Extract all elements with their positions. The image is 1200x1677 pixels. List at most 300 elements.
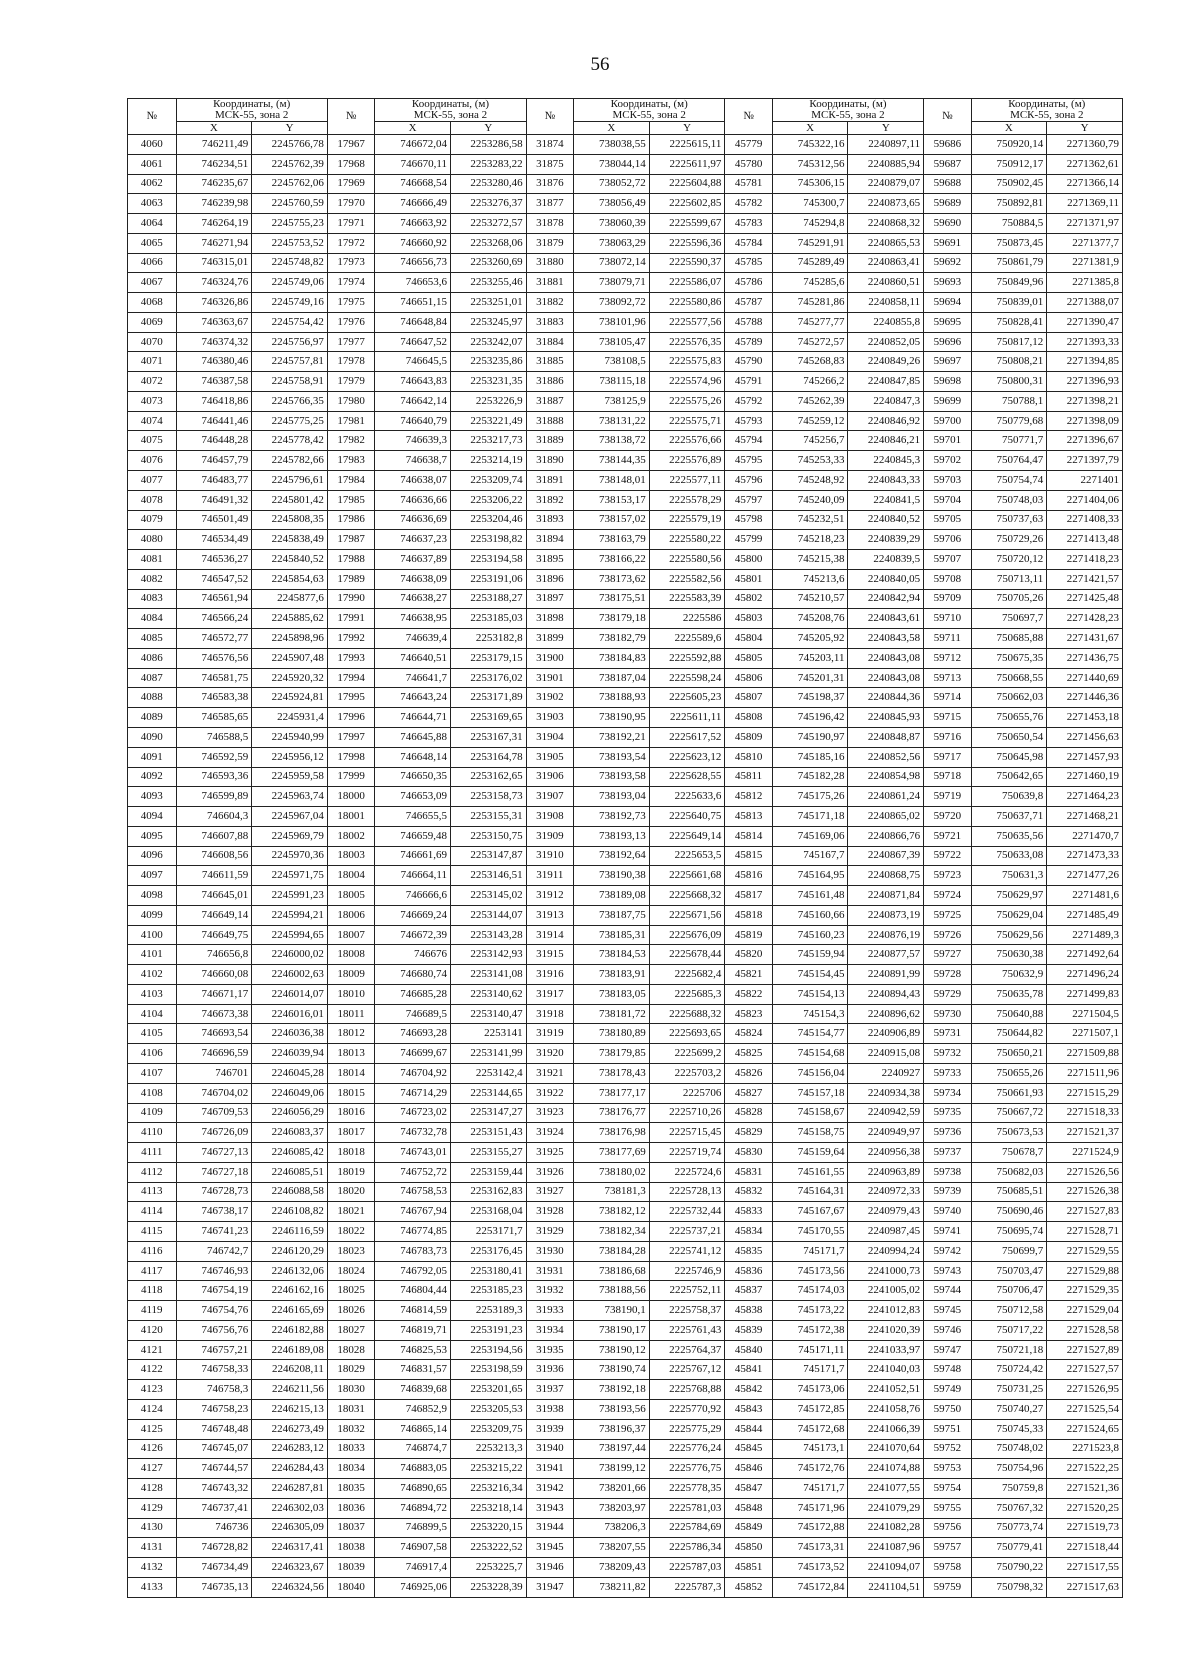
y-coordinate-cell: 2240852,05 <box>848 332 924 352</box>
x-coordinate-cell: 738190,95 <box>574 708 650 728</box>
x-coordinate-cell: 750745,33 <box>971 1419 1047 1439</box>
x-coordinate-cell: 745300,7 <box>772 194 848 214</box>
point-number-cell: 45820 <box>725 945 772 965</box>
point-number-cell: 59748 <box>924 1360 971 1380</box>
x-coordinate-cell: 750754,96 <box>971 1459 1047 1479</box>
y-coordinate-cell: 2271446,36 <box>1047 688 1123 708</box>
y-coordinate-cell: 2240849,26 <box>848 352 924 372</box>
num-header: № <box>128 99 177 135</box>
y-coordinate-cell: 2240860,51 <box>848 273 924 293</box>
coords-header <box>375 99 526 122</box>
point-number-cell: 31918 <box>526 1004 573 1024</box>
y-coordinate-cell: 2246208,11 <box>252 1360 328 1380</box>
point-number-cell: 59722 <box>924 846 971 866</box>
y-coordinate-cell: 2271529,88 <box>1047 1261 1123 1281</box>
point-number-cell: 45844 <box>725 1419 772 1439</box>
point-number-cell: 59720 <box>924 807 971 827</box>
point-number-cell: 4064 <box>128 214 177 234</box>
y-coordinate-cell: 2225599,67 <box>649 214 725 234</box>
y-coordinate-cell: 2271436,75 <box>1047 648 1123 668</box>
y-coordinate-cell: 2246049,06 <box>252 1083 328 1103</box>
y-coordinate-cell: 2246108,82 <box>252 1202 328 1222</box>
x-coordinate-cell: 746441,46 <box>176 411 252 431</box>
x-coordinate-cell: 746735,13 <box>176 1577 252 1597</box>
point-number-cell: 45785 <box>725 253 772 273</box>
point-number-cell: 4110 <box>128 1123 177 1143</box>
point-number-cell: 59709 <box>924 589 971 609</box>
point-number-cell: 59734 <box>924 1083 971 1103</box>
y-coordinate-cell: 2241012,83 <box>848 1301 924 1321</box>
table-row <box>128 332 1123 352</box>
y-coordinate-cell: 2271523,8 <box>1047 1439 1123 1459</box>
table-row <box>128 233 1123 253</box>
x-coordinate-cell: 745173,52 <box>772 1558 848 1578</box>
point-number-cell: 45815 <box>725 846 772 866</box>
y-coordinate-cell: 2225605,23 <box>649 688 725 708</box>
x-coordinate-cell: 738092,72 <box>574 293 650 313</box>
point-number-cell: 45826 <box>725 1063 772 1083</box>
x-coordinate-cell: 745232,51 <box>772 510 848 530</box>
x-coordinate-cell: 746264,19 <box>176 214 252 234</box>
y-coordinate-cell: 2271526,38 <box>1047 1182 1123 1202</box>
point-number-cell: 59725 <box>924 905 971 925</box>
point-number-cell: 4071 <box>128 352 177 372</box>
point-number-cell: 31879 <box>526 233 573 253</box>
table-row <box>128 826 1123 846</box>
x-coordinate-cell: 746324,76 <box>176 273 252 293</box>
table-row <box>128 154 1123 174</box>
y-coordinate-cell: 2246000,02 <box>252 945 328 965</box>
point-number-cell: 45791 <box>725 372 772 392</box>
y-coordinate-cell: 2225693,65 <box>649 1024 725 1044</box>
y-coordinate-cell: 2240843,61 <box>848 609 924 629</box>
y-coordinate-cell: 2225671,56 <box>649 905 725 925</box>
y-coordinate-cell: 2225764,37 <box>649 1340 725 1360</box>
point-number-cell: 4069 <box>128 312 177 332</box>
x-coordinate-cell: 745306,15 <box>772 174 848 194</box>
point-number-cell: 59759 <box>924 1577 971 1597</box>
y-coordinate-cell: 2271473,33 <box>1047 846 1123 866</box>
x-coordinate-cell: 750912,17 <box>971 154 1047 174</box>
y-header: Y <box>450 122 526 135</box>
point-number-cell: 31936 <box>526 1360 573 1380</box>
y-coordinate-cell: 2271529,35 <box>1047 1281 1123 1301</box>
table-row <box>128 945 1123 965</box>
y-coordinate-cell: 2253204,46 <box>450 510 526 530</box>
x-coordinate-cell: 746649,14 <box>176 905 252 925</box>
x-coordinate-cell: 746728,73 <box>176 1182 252 1202</box>
x-coordinate-cell: 745173,1 <box>772 1439 848 1459</box>
y-coordinate-cell: 2225787,03 <box>649 1558 725 1578</box>
x-coordinate-cell: 746637,23 <box>375 530 451 550</box>
y-coordinate-cell: 2271421,57 <box>1047 569 1123 589</box>
x-coordinate-cell: 750788,1 <box>971 391 1047 411</box>
y-coordinate-cell: 2271404,06 <box>1047 490 1123 510</box>
point-number-cell: 45814 <box>725 826 772 846</box>
y-coordinate-cell: 2245762,39 <box>252 154 328 174</box>
point-number-cell: 31937 <box>526 1380 573 1400</box>
x-coordinate-cell: 746647,52 <box>375 332 451 352</box>
y-coordinate-cell: 2225649,14 <box>649 826 725 846</box>
x-coordinate-cell: 738192,73 <box>574 807 650 827</box>
y-coordinate-cell: 2246324,56 <box>252 1577 328 1597</box>
y-coordinate-cell: 2240845,3 <box>848 451 924 471</box>
point-number-cell: 17969 <box>327 174 374 194</box>
table-row <box>128 471 1123 491</box>
y-coordinate-cell: 2225575,26 <box>649 391 725 411</box>
x-coordinate-cell: 746585,65 <box>176 708 252 728</box>
point-number-cell: 59719 <box>924 787 971 807</box>
x-header: X <box>176 122 252 135</box>
point-number-cell: 45834 <box>725 1222 772 1242</box>
x-coordinate-cell: 746894,72 <box>375 1498 451 1518</box>
point-number-cell: 45787 <box>725 293 772 313</box>
point-number-cell: 31907 <box>526 787 573 807</box>
x-coordinate-cell: 738184,28 <box>574 1241 650 1261</box>
point-number-cell: 4082 <box>128 569 177 589</box>
y-coordinate-cell: 2240845,93 <box>848 708 924 728</box>
y-coordinate-cell: 2240934,38 <box>848 1083 924 1103</box>
point-number-cell: 18028 <box>327 1340 374 1360</box>
point-number-cell: 17979 <box>327 372 374 392</box>
x-coordinate-cell: 746672,39 <box>375 925 451 945</box>
point-number-cell: 31892 <box>526 490 573 510</box>
point-number-cell: 17975 <box>327 293 374 313</box>
x-coordinate-cell: 746696,59 <box>176 1044 252 1064</box>
point-number-cell: 18032 <box>327 1419 374 1439</box>
point-number-cell: 59717 <box>924 747 971 767</box>
point-number-cell: 59730 <box>924 1004 971 1024</box>
point-number-cell: 4100 <box>128 925 177 945</box>
point-number-cell: 59691 <box>924 233 971 253</box>
x-coordinate-cell: 738131,22 <box>574 411 650 431</box>
y-coordinate-cell: 2245762,06 <box>252 174 328 194</box>
coords-header-line1: Координаты, (м) <box>213 98 291 110</box>
table-row <box>128 1143 1123 1163</box>
x-coordinate-cell: 746865,14 <box>375 1419 451 1439</box>
x-coordinate-cell: 750675,35 <box>971 648 1047 668</box>
y-coordinate-cell: 2225758,37 <box>649 1301 725 1321</box>
point-number-cell: 17983 <box>327 451 374 471</box>
x-coordinate-cell: 746736 <box>176 1518 252 1538</box>
x-coordinate-cell: 746831,57 <box>375 1360 451 1380</box>
point-number-cell: 31911 <box>526 866 573 886</box>
x-coordinate-cell: 746754,76 <box>176 1301 252 1321</box>
x-coordinate-cell: 746668,54 <box>375 174 451 194</box>
point-number-cell: 18030 <box>327 1380 374 1400</box>
x-coordinate-cell: 738182,79 <box>574 629 650 649</box>
y-coordinate-cell: 2245755,23 <box>252 214 328 234</box>
y-coordinate-cell: 2271519,73 <box>1047 1518 1123 1538</box>
x-coordinate-cell: 738148,01 <box>574 471 650 491</box>
x-coordinate-cell: 746732,78 <box>375 1123 451 1143</box>
x-coordinate-cell: 745201,31 <box>772 668 848 688</box>
x-coordinate-cell: 746839,68 <box>375 1380 451 1400</box>
page-number: 56 <box>590 54 610 75</box>
y-coordinate-cell: 2246083,37 <box>252 1123 328 1143</box>
y-coordinate-cell: 2240858,11 <box>848 293 924 313</box>
x-coordinate-cell: 746676 <box>375 945 451 965</box>
x-coordinate-cell: 745171,18 <box>772 807 848 827</box>
x-coordinate-cell: 745171,96 <box>772 1498 848 1518</box>
y-coordinate-cell: 2225741,12 <box>649 1241 725 1261</box>
point-number-cell: 31888 <box>526 411 573 431</box>
y-coordinate-cell: 2245766,35 <box>252 391 328 411</box>
point-number-cell: 45782 <box>725 194 772 214</box>
x-coordinate-cell: 746641,7 <box>375 668 451 688</box>
point-number-cell: 4133 <box>128 1577 177 1597</box>
table-row <box>128 293 1123 313</box>
point-number-cell: 17978 <box>327 352 374 372</box>
x-coordinate-cell: 746709,53 <box>176 1103 252 1123</box>
x-coordinate-cell: 750779,68 <box>971 411 1047 431</box>
x-coordinate-cell: 750737,63 <box>971 510 1047 530</box>
y-coordinate-cell: 2271515,29 <box>1047 1083 1123 1103</box>
y-coordinate-cell: 2271518,44 <box>1047 1538 1123 1558</box>
point-number-cell: 31893 <box>526 510 573 530</box>
table-row <box>128 1538 1123 1558</box>
point-number-cell: 45779 <box>725 135 772 155</box>
x-coordinate-cell: 750690,46 <box>971 1202 1047 1222</box>
y-coordinate-cell: 2253151,43 <box>450 1123 526 1143</box>
point-number-cell: 31943 <box>526 1498 573 1518</box>
y-coordinate-cell: 2271377,7 <box>1047 233 1123 253</box>
x-coordinate-cell: 746758,53 <box>375 1182 451 1202</box>
table-row <box>128 1320 1123 1340</box>
x-coordinate-cell: 738181,72 <box>574 1004 650 1024</box>
point-number-cell: 59747 <box>924 1340 971 1360</box>
y-coordinate-cell: 2240844,36 <box>848 688 924 708</box>
point-number-cell: 59721 <box>924 826 971 846</box>
x-coordinate-cell: 745172,88 <box>772 1518 848 1538</box>
table-row <box>128 1577 1123 1597</box>
y-coordinate-cell: 2240891,99 <box>848 965 924 985</box>
y-coordinate-cell: 2271526,95 <box>1047 1380 1123 1400</box>
point-number-cell: 17982 <box>327 431 374 451</box>
x-coordinate-cell: 745277,77 <box>772 312 848 332</box>
table-row <box>128 1162 1123 1182</box>
x-coordinate-cell: 746653,09 <box>375 787 451 807</box>
table-row <box>128 648 1123 668</box>
y-coordinate-cell: 2241074,88 <box>848 1459 924 1479</box>
y-coordinate-cell: 2225768,88 <box>649 1380 725 1400</box>
y-coordinate-cell: 2225611,11 <box>649 708 725 728</box>
y-coordinate-cell: 2240897,11 <box>848 135 924 155</box>
x-coordinate-cell: 746925,06 <box>375 1577 451 1597</box>
point-number-cell: 18009 <box>327 965 374 985</box>
point-number-cell: 4072 <box>128 372 177 392</box>
point-number-cell: 59693 <box>924 273 971 293</box>
table-row <box>128 431 1123 451</box>
point-number-cell: 31902 <box>526 688 573 708</box>
y-coordinate-cell: 2225676,09 <box>649 925 725 945</box>
x-coordinate-cell: 746640,79 <box>375 411 451 431</box>
y-coordinate-cell: 2225586,07 <box>649 273 725 293</box>
point-number-cell: 31897 <box>526 589 573 609</box>
point-number-cell: 59735 <box>924 1103 971 1123</box>
x-coordinate-cell: 746239,98 <box>176 194 252 214</box>
y-coordinate-cell: 2253251,01 <box>450 293 526 313</box>
x-coordinate-cell: 746907,58 <box>375 1538 451 1558</box>
y-coordinate-cell: 2253194,56 <box>450 1340 526 1360</box>
y-coordinate-cell: 2240868,32 <box>848 214 924 234</box>
y-coordinate-cell: 2253141,99 <box>450 1044 526 1064</box>
x-coordinate-cell: 750731,25 <box>971 1380 1047 1400</box>
point-number-cell: 59745 <box>924 1301 971 1321</box>
point-number-cell: 45816 <box>725 866 772 886</box>
y-coordinate-cell: 2225633,6 <box>649 787 725 807</box>
point-number-cell: 4080 <box>128 530 177 550</box>
x-coordinate-cell: 738101,96 <box>574 312 650 332</box>
x-coordinate-cell: 750721,18 <box>971 1340 1047 1360</box>
table-row <box>128 1222 1123 1242</box>
y-coordinate-cell: 2271529,04 <box>1047 1301 1123 1321</box>
x-coordinate-cell: 746783,73 <box>375 1241 451 1261</box>
point-number-cell: 4126 <box>128 1439 177 1459</box>
point-number-cell: 18025 <box>327 1281 374 1301</box>
y-coordinate-cell: 2245994,65 <box>252 925 328 945</box>
y-coordinate-cell: 2253286,58 <box>450 135 526 155</box>
table-row <box>128 1202 1123 1222</box>
y-coordinate-cell: 2253213,3 <box>450 1439 526 1459</box>
x-coordinate-cell: 745208,76 <box>772 609 848 629</box>
point-number-cell: 18015 <box>327 1083 374 1103</box>
coords-header-line1: Координаты, (м) <box>1008 98 1086 110</box>
y-coordinate-cell: 2225719,74 <box>649 1143 725 1163</box>
x-coordinate-cell: 746664,11 <box>375 866 451 886</box>
y-coordinate-cell: 2245801,42 <box>252 490 328 510</box>
point-number-cell: 59695 <box>924 312 971 332</box>
point-number-cell: 4073 <box>128 391 177 411</box>
x-coordinate-cell: 738184,53 <box>574 945 650 965</box>
y-coordinate-cell: 2225615,11 <box>649 135 725 155</box>
subheader-row <box>128 122 1123 135</box>
x-coordinate-cell: 746699,67 <box>375 1044 451 1064</box>
table-row <box>128 1459 1123 1479</box>
y-coordinate-cell: 2253245,97 <box>450 312 526 332</box>
point-number-cell: 45801 <box>725 569 772 589</box>
y-coordinate-cell: 2271529,55 <box>1047 1241 1123 1261</box>
y-coordinate-cell: 2271504,5 <box>1047 1004 1123 1024</box>
x-coordinate-cell: 750705,26 <box>971 589 1047 609</box>
y-coordinate-cell: 2240963,89 <box>848 1162 924 1182</box>
point-number-cell: 59716 <box>924 727 971 747</box>
y-coordinate-cell: 2240915,08 <box>848 1044 924 1064</box>
point-number-cell: 31908 <box>526 807 573 827</box>
point-number-cell: 31912 <box>526 886 573 906</box>
y-coordinate-cell: 2241052,51 <box>848 1380 924 1400</box>
point-number-cell: 31895 <box>526 550 573 570</box>
x-coordinate-cell: 745154,77 <box>772 1024 848 1044</box>
y-coordinate-cell: 2253147,87 <box>450 846 526 866</box>
point-number-cell: 31929 <box>526 1222 573 1242</box>
point-number-cell: 45846 <box>725 1459 772 1479</box>
x-coordinate-cell: 750668,55 <box>971 668 1047 688</box>
x-coordinate-cell: 738181,3 <box>574 1182 650 1202</box>
y-coordinate-cell: 2253142,4 <box>450 1063 526 1083</box>
table-row <box>128 1241 1123 1261</box>
point-number-cell: 18003 <box>327 846 374 866</box>
point-number-cell: 45850 <box>725 1538 772 1558</box>
point-number-cell: 18020 <box>327 1182 374 1202</box>
x-coordinate-cell: 746645,01 <box>176 886 252 906</box>
y-coordinate-cell: 2246016,01 <box>252 1004 328 1024</box>
y-coordinate-cell: 2253215,22 <box>450 1459 526 1479</box>
x-coordinate-cell: 746572,77 <box>176 629 252 649</box>
y-coordinate-cell: 2271388,07 <box>1047 293 1123 313</box>
point-number-cell: 59751 <box>924 1419 971 1439</box>
point-number-cell: 4061 <box>128 154 177 174</box>
x-coordinate-cell: 746656,8 <box>176 945 252 965</box>
y-coordinate-cell: 2271477,26 <box>1047 866 1123 886</box>
table-row <box>128 1103 1123 1123</box>
point-number-cell: 4120 <box>128 1320 177 1340</box>
x-coordinate-cell: 738072,14 <box>574 253 650 273</box>
y-coordinate-cell: 2225761,43 <box>649 1320 725 1340</box>
y-coordinate-cell: 2245840,52 <box>252 550 328 570</box>
y-coordinate-cell: 2240842,94 <box>848 589 924 609</box>
y-coordinate-cell: 2240863,41 <box>848 253 924 273</box>
num-header: № <box>924 99 971 135</box>
x-coordinate-cell: 738193,54 <box>574 747 650 767</box>
x-coordinate-cell: 738187,04 <box>574 668 650 688</box>
point-number-cell: 59749 <box>924 1380 971 1400</box>
point-number-cell: 31931 <box>526 1261 573 1281</box>
x-coordinate-cell: 746418,86 <box>176 391 252 411</box>
x-coordinate-cell: 746566,24 <box>176 609 252 629</box>
table-row <box>128 747 1123 767</box>
y-coordinate-cell: 2240865,02 <box>848 807 924 827</box>
table-row <box>128 1123 1123 1143</box>
point-number-cell: 31946 <box>526 1558 573 1578</box>
y-coordinate-cell: 2240994,24 <box>848 1241 924 1261</box>
y-coordinate-cell: 2240841,5 <box>848 490 924 510</box>
point-number-cell: 59727 <box>924 945 971 965</box>
x-coordinate-cell: 746235,67 <box>176 174 252 194</box>
x-coordinate-cell: 746666,49 <box>375 194 451 214</box>
y-coordinate-cell: 2245757,81 <box>252 352 328 372</box>
point-number-cell: 17980 <box>327 391 374 411</box>
x-coordinate-cell: 750650,21 <box>971 1044 1047 1064</box>
table-row <box>128 352 1123 372</box>
coords-header-line2: МСК-55, зона 2 <box>811 109 885 121</box>
y-coordinate-cell: 2246211,56 <box>252 1380 328 1400</box>
point-number-cell: 59742 <box>924 1241 971 1261</box>
y-coordinate-cell: 2271481,6 <box>1047 886 1123 906</box>
point-number-cell: 4107 <box>128 1063 177 1083</box>
x-coordinate-cell: 746680,74 <box>375 965 451 985</box>
point-number-cell: 59702 <box>924 451 971 471</box>
x-coordinate-cell: 745154,3 <box>772 1004 848 1024</box>
y-coordinate-cell: 2241079,29 <box>848 1498 924 1518</box>
x-coordinate-cell: 745240,09 <box>772 490 848 510</box>
y-coordinate-cell: 2225617,52 <box>649 727 725 747</box>
point-number-cell: 31891 <box>526 471 573 491</box>
y-coordinate-cell: 2271369,11 <box>1047 194 1123 214</box>
table-row <box>128 1340 1123 1360</box>
x-coordinate-cell: 745160,66 <box>772 905 848 925</box>
y-coordinate-cell: 2225628,55 <box>649 767 725 787</box>
y-coordinate-cell: 2246045,28 <box>252 1063 328 1083</box>
point-number-cell: 17993 <box>327 648 374 668</box>
x-coordinate-cell: 750644,82 <box>971 1024 1047 1044</box>
x-coordinate-cell: 745182,28 <box>772 767 848 787</box>
x-coordinate-cell: 738108,5 <box>574 352 650 372</box>
x-coordinate-cell: 745161,55 <box>772 1162 848 1182</box>
y-coordinate-cell: 2271468,21 <box>1047 807 1123 827</box>
y-coordinate-cell: 2240979,43 <box>848 1202 924 1222</box>
point-number-cell: 18004 <box>327 866 374 886</box>
